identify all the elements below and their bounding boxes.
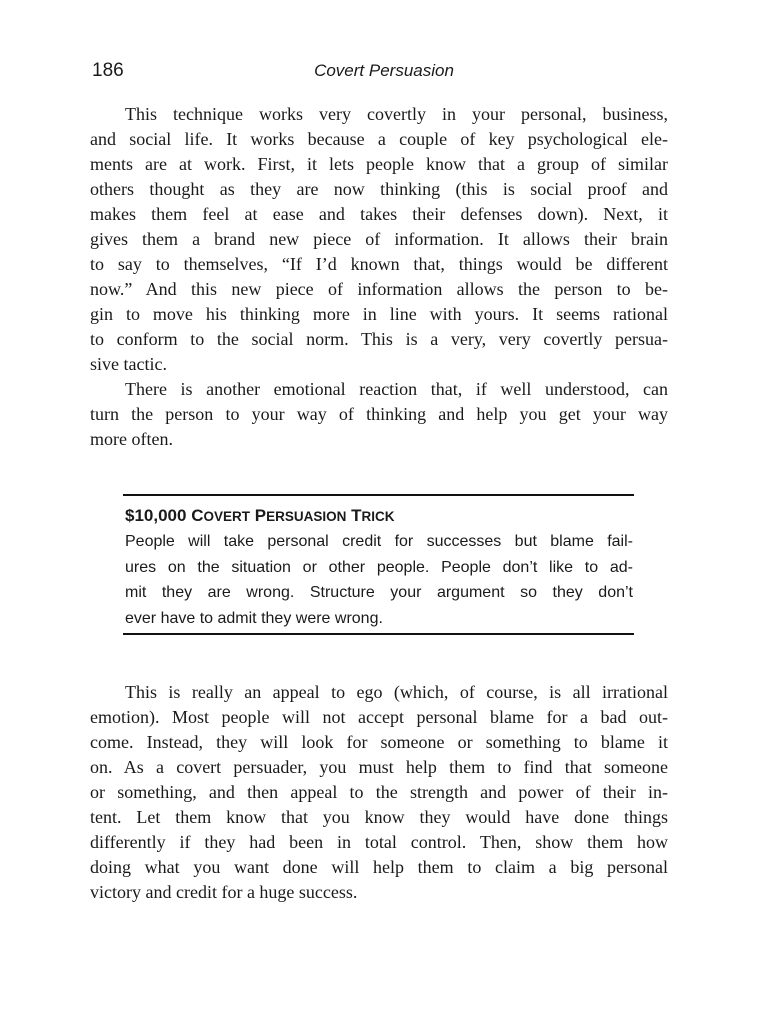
text-line: emotion). Most people will not accept personal blame for a bad out-	[90, 707, 668, 727]
tip-title	[125, 505, 394, 528]
text-line: or something, and then appeal to the strength and power of their in-	[90, 782, 668, 802]
text-line: others thought as they are now thinking (this is social proof and	[90, 179, 668, 199]
text-line: more often.	[90, 429, 173, 449]
text-line: to say to themselves, “If I’d known that, things would be different	[90, 254, 668, 274]
text-line: This technique works very covertly in your personal, business,	[125, 104, 668, 124]
text-line: victory and credit for a huge success.	[90, 882, 358, 902]
text-line: There is another emotional reaction that, if well understood, can	[125, 379, 668, 399]
tip-line: ever have to admit they were wrong.	[125, 609, 383, 627]
text-line: and social life. It works because a couple of key psychological ele-	[90, 129, 668, 149]
text-line: doing what you want done will help them to claim a big personal	[90, 857, 668, 877]
text-line: This is really an appeal to ego (which, of course, is all irrational	[125, 682, 668, 702]
text-line: differently if they had been in total control. Then, show them how	[90, 832, 668, 852]
text-line: makes them feel at ease and takes their defenses down). Next, it	[90, 204, 668, 224]
tip-body	[125, 529, 633, 631]
text-line: come. Instead, they will look for someone or something to blame it	[90, 732, 668, 752]
text-line: ments are at work. First, it lets people know that a group of similar	[90, 154, 668, 174]
text-line: gives them a brand new piece of information. It allows their brain	[90, 229, 668, 249]
tip-line: mit they are wrong. Structure your argument so they don’t	[125, 584, 633, 601]
body-paragraph	[90, 680, 668, 905]
body-paragraph	[90, 377, 668, 452]
running-head-title: Covert Persuasion	[314, 61, 454, 80]
text-line: on. As a covert persuader, you must help them to find that someone	[90, 757, 668, 777]
tip-callout-box	[123, 494, 634, 635]
page-number: 186	[92, 60, 124, 81]
text-line: to conform to the social norm. This is a very, very covertly persua-	[90, 329, 668, 349]
tip-title-text: $10,000 COVERT PERSUASION TRICK	[125, 506, 395, 525]
text-line: turn the person to your way of thinking and help you get your way	[90, 404, 668, 424]
tip-line: ures on the situation or other people. People don’t like to ad-	[125, 558, 633, 576]
text-line: now.” And this new piece of information allows the person to be-	[90, 279, 668, 299]
body-paragraph	[90, 102, 668, 377]
text-line: sive tactic.	[90, 354, 167, 374]
text-line: gin to move his thinking more in line with yours. It seems rational	[90, 304, 668, 324]
text-line: tent. Let them know that you know they would have done things	[90, 807, 668, 827]
tip-line: People will take personal credit for successes but blame fail-	[125, 533, 633, 550]
